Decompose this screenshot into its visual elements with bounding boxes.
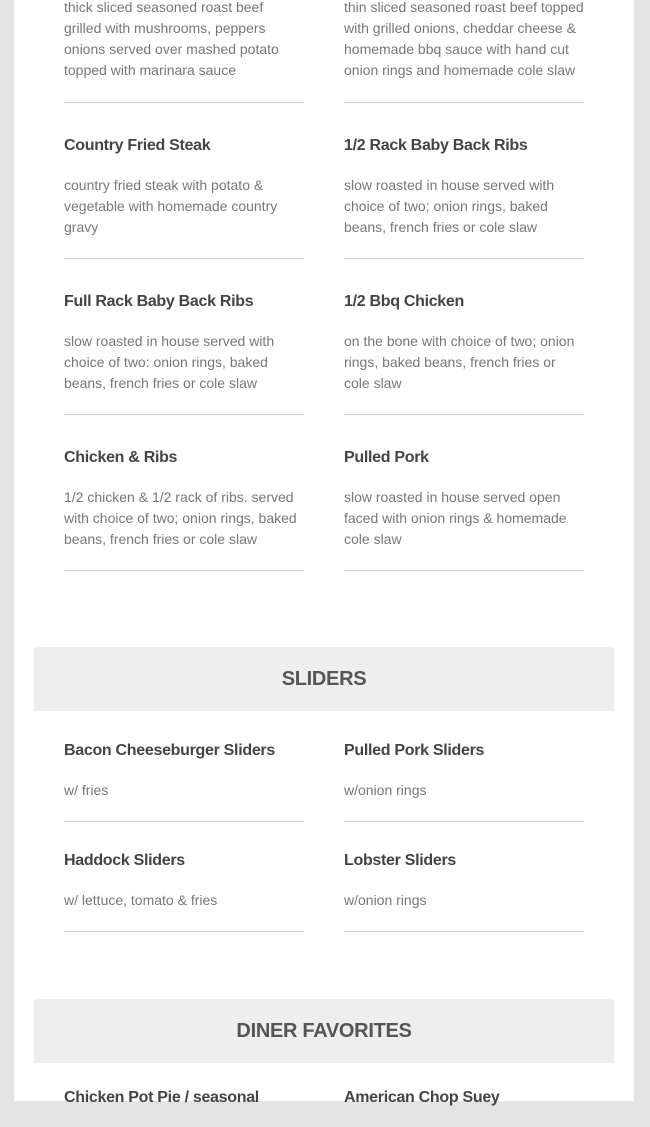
item-title: Haddock Sliders: [64, 852, 185, 869]
item-description: slow roasted in house served open faced with onion rings & homemade cole slaw: [344, 489, 567, 547]
diner-favorites-left-column: [64, 1087, 304, 1127]
item-title: 1/2 Bbq Chicken: [344, 293, 464, 310]
item-description: w/ fries: [64, 782, 109, 798]
sliders-right-column: [344, 740, 584, 964]
entrees-left-column: [64, 0, 304, 603]
menu-item: [344, 291, 584, 415]
item-description: w/onion rings: [344, 892, 427, 908]
item-description: on the bone with choice of two; onion rings, baked beans, french fries or cole slaw: [344, 333, 575, 391]
section-heading-diner-favorites: DINER FAVORITES: [34, 999, 614, 1063]
menu-item: [64, 447, 304, 571]
menu-item: [64, 850, 304, 932]
item-title: Country Fried Steak: [64, 137, 211, 154]
menu-item: [64, 740, 304, 822]
menu-item: [64, 291, 304, 415]
item-title: Chicken Pot Pie / seasonal: [64, 1089, 259, 1106]
menu-item: [344, 447, 584, 571]
section-heading-sliders: SLIDERS: [34, 647, 614, 711]
menu-item: [64, 135, 304, 259]
item-description: 1/2 chicken & 1/2 rack of ribs. served with choice of two; onion rings, baked beans, french fries or cole slaw: [64, 489, 297, 547]
menu-item: [344, 135, 584, 259]
menu-item: [344, 740, 584, 822]
item-title: Lobster Sliders: [344, 852, 456, 869]
menu-item: [344, 0, 584, 103]
item-description: slow roasted in house served with choice of two; onion rings, baked beans, french fries or cole slaw: [344, 177, 555, 235]
sliders-left-column: [64, 740, 304, 964]
menu-item: [344, 850, 584, 932]
item-title: Pulled Pork Sliders: [344, 742, 485, 759]
item-title: 1/2 Rack Baby Back Ribs: [344, 137, 528, 154]
item-title: Pulled Pork: [344, 449, 429, 466]
item-description: slow roasted in house served with choice of two: onion rings, baked beans, french fries or cole slaw: [64, 333, 275, 391]
item-description: country fried steak with potato & vegetable with homemade country gravy: [64, 177, 278, 235]
item-description: thick sliced seasoned roast beef grilled with mushrooms, peppers onions served over mashed potato topped with marinara sauce: [64, 0, 279, 78]
item-description: w/onion rings: [344, 782, 427, 798]
item-title: Chicken & Ribs: [64, 449, 178, 466]
item-title: American Chop Suey: [344, 1089, 500, 1106]
entrees-right-column: [344, 0, 584, 603]
menu-item: [64, 0, 304, 103]
item-title: Bacon Cheeseburger Sliders: [64, 742, 275, 759]
item-description: thin sliced seasoned roast beef topped with grilled onions, cheddar cheese & homemade bbq sauce with hand cut onion rings and homemade cole slaw: [344, 0, 584, 78]
item-description: w/ lettuce, tomato & fries: [64, 892, 218, 908]
diner-favorites-right-column: [344, 1087, 584, 1127]
item-title: Full Rack Baby Back Ribs: [64, 293, 254, 310]
